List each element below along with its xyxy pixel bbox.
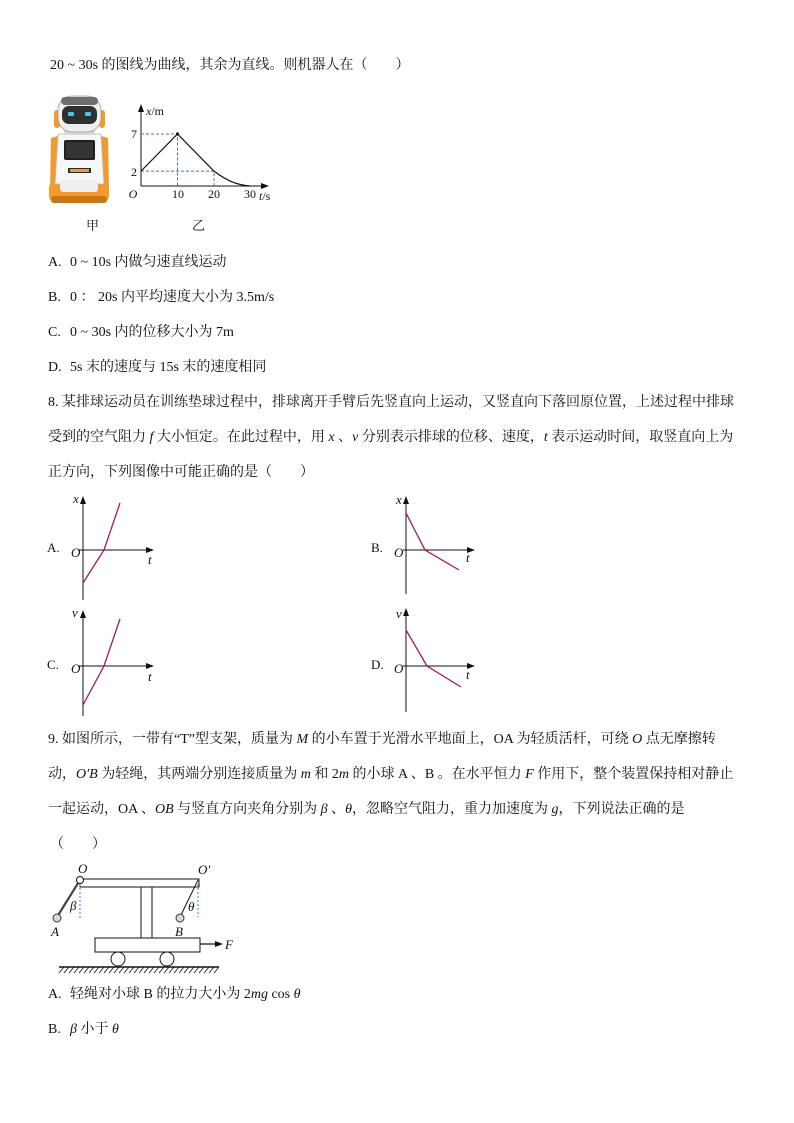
option-label: C. [48,325,61,340]
figure-caption-yi: 乙 [192,218,206,233]
q8-option-b-graph[interactable] [385,488,480,598]
label-o: O [78,861,88,876]
text-run: 、 [334,430,353,445]
text-run: 正方向，下列图像中可能正确的是（ ） [48,465,314,480]
math-variable: O [632,732,643,747]
ground-hatch [59,967,219,973]
q9-option-a[interactable] [48,985,301,1005]
text-run: 表示运动时间，取竖直向上为 [547,430,734,445]
text-run: 和 2 [310,767,339,782]
cart-wheel-right [160,952,174,966]
math-variable: θ [345,802,352,817]
robot-front-plate [60,180,98,192]
x-axis-label: t [466,550,470,565]
option-text: 0 ： 20s 内平均速度大小为 3.5m/s [70,290,275,305]
graph-line [83,619,120,705]
robot-head-top [61,97,98,105]
x-tick-label-10: 10 [172,187,184,201]
text-run: 轻绳对小球 B 的拉力大小为 2 [70,987,251,1002]
option-label: A. [48,987,62,1002]
math-variable: x [146,104,152,118]
t-frame-beam [80,879,199,887]
q8-option-a-graph[interactable] [62,488,162,606]
x-axis-label: t [148,552,152,567]
q9-cart-figure [45,860,240,978]
text-run: cos [267,987,294,1002]
y-axis-arrow [138,104,144,112]
label-b: B [175,924,183,939]
option-text: 0 ~ 30s 内的位移大小为 7m [70,325,234,340]
y-axis-label: v [396,606,402,621]
robot-base-shadow [51,196,107,203]
text-run: /s [262,189,271,203]
q8-stem-line-1 [48,393,734,413]
text-run: 分别表示排球的位移、速度， [358,430,544,445]
text-run: 动， [48,767,76,782]
y-tick-label-2: 2 [131,165,137,179]
text-run: 的小球 A 、B 。在水平恒力 [348,767,526,782]
math-variable: t [543,430,548,445]
force-arrow-head [215,941,223,947]
figure-caption-jia: 甲 [86,218,100,233]
y-axis-arrow [80,610,86,618]
robot-image [46,92,112,210]
y-axis-label: v [72,605,78,620]
math-variable: M [296,732,309,747]
text-run: 一起运动，OA 、 [48,802,155,817]
x-axis-label: t [148,669,152,684]
origin-label: O [71,545,81,560]
robot-visor [62,106,97,124]
math-variable: x [328,430,335,445]
q7-option-b[interactable] [48,288,274,308]
text-run: /m [151,104,164,118]
math-variable: mg [250,987,268,1002]
origin-label: O [71,661,81,676]
math-variable: v [352,430,359,445]
y-tick-label-7: 7 [131,127,137,141]
text-run: 与竖直方向夹角分别为 [173,802,321,817]
y-axis-arrow [403,496,409,504]
q9-stem-line-2 [48,765,733,785]
math-variable: f [149,430,154,445]
text-run: ，忽略空气阻力，重力加速度为 [352,802,552,817]
text-run: 的小车置于光滑水平地面上，OA 为轻质活杆，可绕 [308,732,633,747]
ball-b [176,914,184,922]
option-text [70,987,301,1002]
text-run: 受到的空气阻力 [48,430,150,445]
robot-right-eye [85,112,91,116]
math-variable: θ [111,1022,119,1037]
q8-option-d-graph[interactable] [385,603,480,715]
x-tick-label-20: 20 [208,187,220,201]
q8-stem-line-2 [48,428,733,448]
y-axis-arrow [403,608,409,616]
label-beta: β [70,898,77,913]
option-label: B. [48,1022,61,1037]
math-variable: OB [154,802,174,817]
text-run: 小于 [76,1022,112,1037]
option-label: B. [48,290,61,305]
graph-line [406,513,459,570]
origin-label: O [394,661,404,676]
label-theta: θ [188,899,195,914]
q7-option-d[interactable] [48,358,266,378]
text-run: 点无摩擦转 [642,732,716,747]
text-run: 、 [327,802,346,817]
graph-line [406,630,461,687]
q9-option-b[interactable] [48,1020,119,1040]
q8-stem-line-3 [48,463,314,483]
robot-logo-mark [70,169,89,172]
q9-answer-bracket [50,835,106,855]
x-tick-label-30: 30 [244,187,256,201]
y-axis-arrow [80,496,86,504]
origin-label: O [128,187,138,201]
text-run: （ ） [50,837,106,852]
q7-stem-tail: 20 ~ 30s 的图线为曲线，其余为直线。则机器人在（ ） [50,58,410,73]
ball-a [53,914,61,922]
pivot-o [77,877,84,884]
option-text [70,1022,119,1037]
text-run: 9. 如图所示，一带有“T”型支架，质量为 [48,732,297,747]
text-run: 作用下，整个装置保持相对静止 [533,767,734,782]
robot-left-eye [68,112,74,116]
text-run: ，下列说法正确的是 [558,802,685,817]
math-variable: O′B [76,767,98,782]
option-text: 5s 末的速度与 15s 末的速度相同 [70,360,267,375]
text-run: 为轻绳，其两端分别连接质量为 [97,767,301,782]
graph-line [83,503,120,583]
math-variable: F [525,767,534,782]
y-axis-label: x [396,492,402,507]
cart-wheel-left [111,952,125,966]
text-run: 大小恒定。在此过程中，用 [153,430,329,445]
label-o-prime: O′ [198,862,211,877]
q7-option-a[interactable] [48,253,227,273]
math-variable: t [259,189,263,203]
q9-stem-line-3 [48,800,685,820]
option-label: A. [48,255,62,270]
math-variable: m [338,767,349,782]
option-label: D. [48,360,62,375]
x-axis-label [259,189,271,203]
label-force-f: F [225,937,233,952]
q7-option-c[interactable] [48,323,234,343]
math-variable: m [300,767,311,782]
math-variable: β [70,1022,77,1037]
q8-option-a-label[interactable]: A. [47,540,60,555]
q8-option-d-label[interactable]: D. [371,657,384,672]
y-axis-label [145,104,165,118]
math-variable: β [320,802,328,817]
option-text: 0 ~ 10s 内做匀速直线运动 [70,255,227,270]
x-axis-label: t [466,667,470,682]
displacement-curve [141,134,251,186]
rod-oa [57,880,80,917]
q8-option-b-label[interactable]: B. [371,540,383,555]
text-run: 8. 某排球运动员在训练垫球过程中，排球离开手臂后先竖直向上运动，又竖直向下落回原位置，上述过程中排球 [48,395,734,410]
peak-point [176,132,179,135]
q8-option-c-label[interactable]: C. [47,657,59,672]
robot-screen-inner [66,142,93,158]
math-variable: g [551,802,559,817]
y-axis-label: x [73,491,79,506]
origin-label: O [394,545,404,560]
label-a: A [51,924,59,939]
q9-stem-line-1 [48,730,716,750]
cart-body [95,938,200,952]
q8-option-c-graph[interactable] [62,603,162,721]
math-variable: θ [293,987,301,1002]
q7-displacement-time-graph [125,100,283,204]
